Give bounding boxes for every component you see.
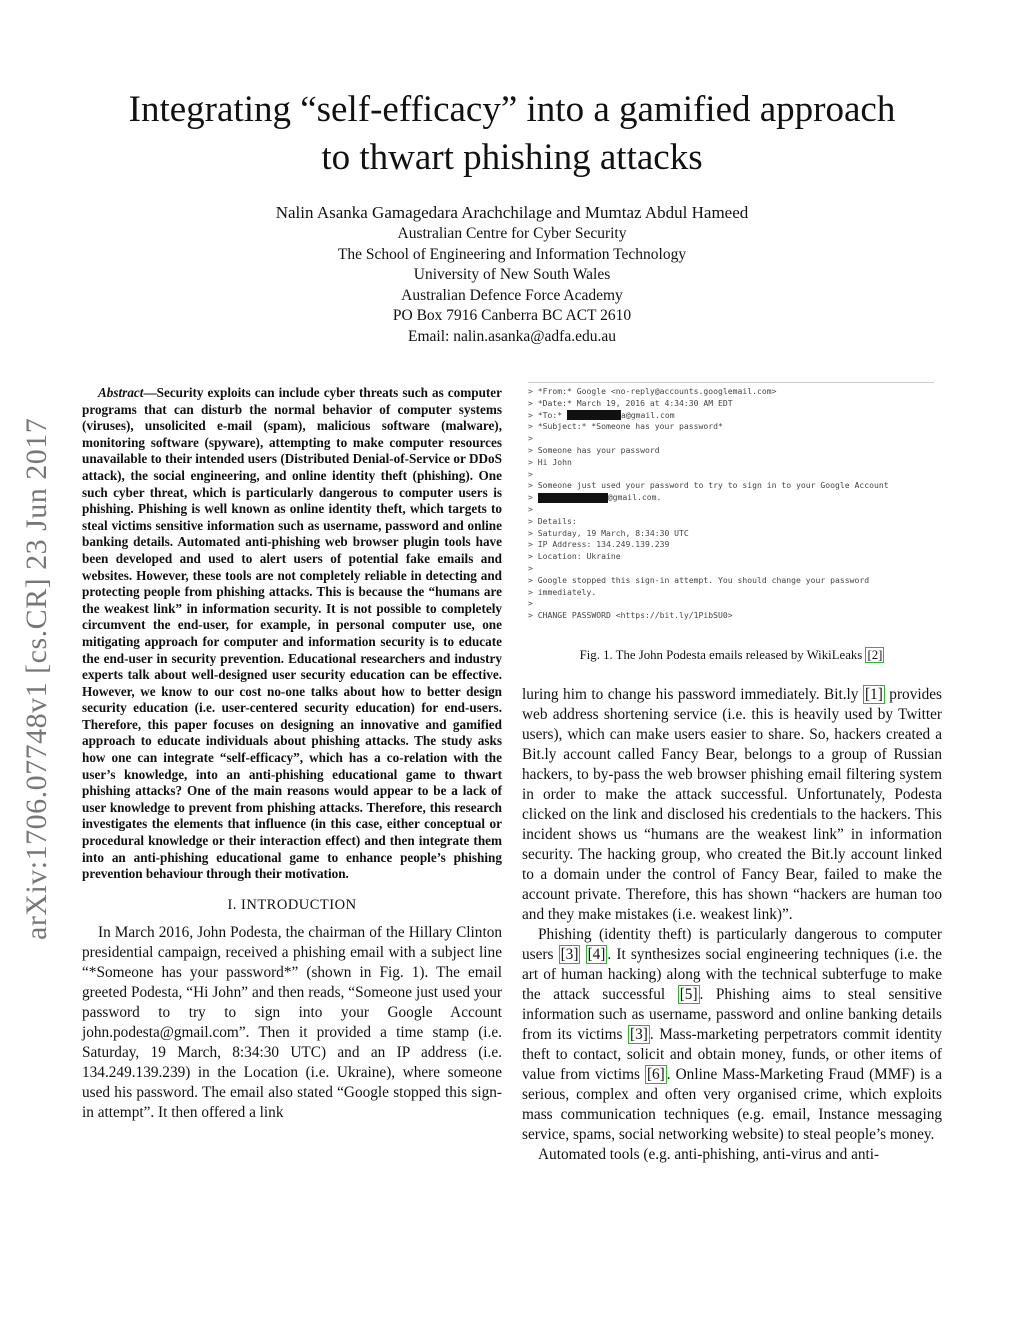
affiliation-line: Australian Centre for Cyber Security bbox=[397, 225, 627, 242]
email-line: > bbox=[528, 433, 533, 444]
affiliation-line: University of New South Wales bbox=[413, 266, 611, 284]
affiliation-line: The School of Engineering and Information Technology bbox=[337, 245, 687, 263]
email-line: > Someone has your password bbox=[528, 444, 660, 455]
right-column bbox=[522, 382, 942, 1165]
paragraph: In March 2016, John Podesta, the chairman of the Hillary Clinton presidential campaign, received a phishing email with a subject line “*Someone has your password*” (shown in Fig. 1). The email greeted Podesta, “Hi John” and then reads, “Someone just used your password to try to sign into your Google Account john.podesta@gmail.com”. Then it provided a time stamp (i.e. Saturday, 19 March, 8:34:30 UTC) and an IP address (i.e. 134.249.139.239) in the Location (i.e. Ukraine), where someone used his password. The email also stated “Google stopped this sign-in attempt”. It then offered a link bbox=[82, 923, 502, 1121]
email-line: > Hi John bbox=[528, 456, 572, 467]
email-line: > @gmail.com. bbox=[528, 492, 662, 503]
email-line: > bbox=[528, 468, 533, 479]
abstract-text: —Security exploits can include cyber threats such as computer programs that can disturb the normal behavior of computer systems (viruses), unsolicited e-mail (spam), malicious software (malware), monitoring software (spyware), attempting to make computer resources unavailable to their intended users (Distributed Denial-of-Service or DDoS attack), the social engineering, and online identity theft (phishing). One such cyber threat, which is particularly dangerous to computer users is phishing. Phishing is well known as online identity theft, which targets to steal victims sensitive information such as username, password and online banking details. Automated anti-phishing web browser plugin tools have been developed and used to alert users of potential fake emails and websites. However, these tools are not completely reliable in detecting and protecting people from phishing attacks. This is because the “humans are the weakest link” in information security. It is not possible to completely circumvent the end-user, for example, in personal computer use, one mitigating approach for computer and information security is to educate the end-user in security prevention. Educational researchers and industry experts talk about well-designed user security education can be effective. However, we know to our cost no-one talks about how to better design security education (i.e. user-centered security education) for end-users. Therefore, this paper focuses on designing an innovative and gamified approach to educate individuals about phishing attacks. The study asks how one can integrate “self-efficacy”, which has a co-relation with the user’s knowledge, into an anti-phishing educational game to thwart phishing attacks? One of the main reasons would appear to be a lack of user knowledge to prevent from phishing attacks. Therefore, this research investigates the elements that influence (in this case, either conceptual or procedural knowledge or their interaction effect) and then integrate them into an anti-phishing educational game to enhance people’s phishing prevention behaviour through their motivation. bbox=[82, 385, 502, 882]
email-line: > Location: Ukraine bbox=[528, 551, 621, 562]
email-line: > *From:* Google <no-reply@accounts.googlemail.com> bbox=[528, 386, 777, 396]
paragraph: Automated tools (e.g. anti-phishing, anti-virus and anti- bbox=[538, 1145, 880, 1163]
affiliation-block bbox=[60, 224, 964, 348]
email-line: > *Date:* March 19, 2016 at 4:34:30 AM EDT bbox=[528, 397, 733, 408]
introduction-body bbox=[82, 923, 502, 1123]
email-line: > Someone just used your password to try to sign in to your Google Account bbox=[528, 480, 889, 491]
figure-caption: Fig. 1. The John Podesta emails released by WikiLeaks [2] bbox=[579, 647, 883, 662]
abstract bbox=[82, 385, 502, 883]
citation-link[interactable]: [3] bbox=[560, 945, 579, 963]
email-line: > CHANGE PASSWORD <https://bit.ly/1PibSU0> bbox=[528, 610, 733, 621]
citation-link[interactable]: [4] bbox=[587, 945, 606, 963]
paper-title bbox=[60, 86, 964, 182]
email-line: > bbox=[528, 503, 533, 514]
email-line: > IP Address: 134.249.139.239 bbox=[528, 539, 670, 550]
email-line: > *Subject:* *Someone has your password* bbox=[528, 421, 723, 432]
paragraph: Phishing (identity theft) is particularly dangerous to computer users [3] [4] . It synthesizes social engineering techniques (i.e. the art of human hacking) along with the technical subterfuge to make the attack successful [5] . Phishing aims to steal sensitive information such as username, password and online banking details from its victims [3] . Mass-marketing perpetrators commit identity theft to contact, solicit and obtain money, funds, or other items of value from victims [6] . Online Mass-Marketing Fraud (MMF) is a serious, complex and often very organised crime, which exploits mass communication techniques (e.g. email, Instance messaging service, spams, social networking website) to steal people’s money. bbox=[522, 925, 943, 1143]
affiliation-line: PO Box 7916 Canberra BC ACT 2610 bbox=[392, 307, 632, 325]
citation-link[interactable]: [5] bbox=[679, 985, 698, 1003]
section-heading: I. INTRODUCTION bbox=[227, 896, 357, 913]
citation-link[interactable]: [3] bbox=[630, 1025, 648, 1043]
email-screenshot-figure bbox=[528, 382, 934, 622]
paragraph: luring him to change his password immediately. Bit.ly [1] provides web address shortening service (i.e. this is heavily used by Twitter users), which can make users easier to share. So, hackers created a Bit.ly account called Fancy Bear, belongs to a group of Russian hackers, to by-pass the web browser phishing email filtering system in order to make the attack successful. Unfortunately, Podesta clicked on the link and disclosed his credentials to the hackers. This incident shows us “humans are the weakest link” in information security. The hacking group, who created the Bit.ly account linked to a domain under the control of Fancy Bear, failed to make the account private. Therefore, this has shown “hackers are human too and they make mistakes (i.e. weakest link)”. bbox=[522, 685, 942, 923]
title-line-2: to thwart phishing attacks bbox=[321, 137, 703, 178]
redaction-bar bbox=[538, 493, 608, 503]
abstract-lead: Abstract bbox=[98, 385, 144, 400]
email-line: > immediately. bbox=[528, 586, 597, 597]
email-line: > Saturday, 19 March, 8:34:30 UTC bbox=[528, 527, 689, 538]
title-line-1: Integrating “self-efficacy” into a gamified approach bbox=[128, 89, 896, 130]
citation-link[interactable]: [1] bbox=[864, 685, 883, 703]
email-line: > bbox=[528, 562, 533, 573]
affiliation-email: Email: nalin.asanka@adfa.edu.au bbox=[408, 327, 616, 345]
email-line: > *To:* a@gmail.com bbox=[528, 409, 675, 420]
affiliation-line: Australian Defence Force Academy bbox=[401, 286, 623, 304]
email-line: > Details: bbox=[528, 515, 577, 526]
redaction-bar bbox=[567, 410, 621, 420]
left-column bbox=[82, 385, 502, 1123]
arxiv-identifier: arXiv:1706.07748v1 [cs.CR] 23 Jun 2017 bbox=[20, 417, 53, 940]
authors: Nalin Asanka Gamagedara Arachchilage and Mumtaz Abdul Hameed bbox=[275, 203, 749, 222]
email-line: > bbox=[528, 598, 533, 609]
right-body bbox=[522, 685, 942, 1165]
citation-link[interactable]: [6] bbox=[646, 1065, 665, 1083]
citation-link[interactable]: [2] bbox=[867, 647, 883, 662]
email-line: > Google stopped this sign-in attempt. You should change your password bbox=[528, 574, 870, 585]
